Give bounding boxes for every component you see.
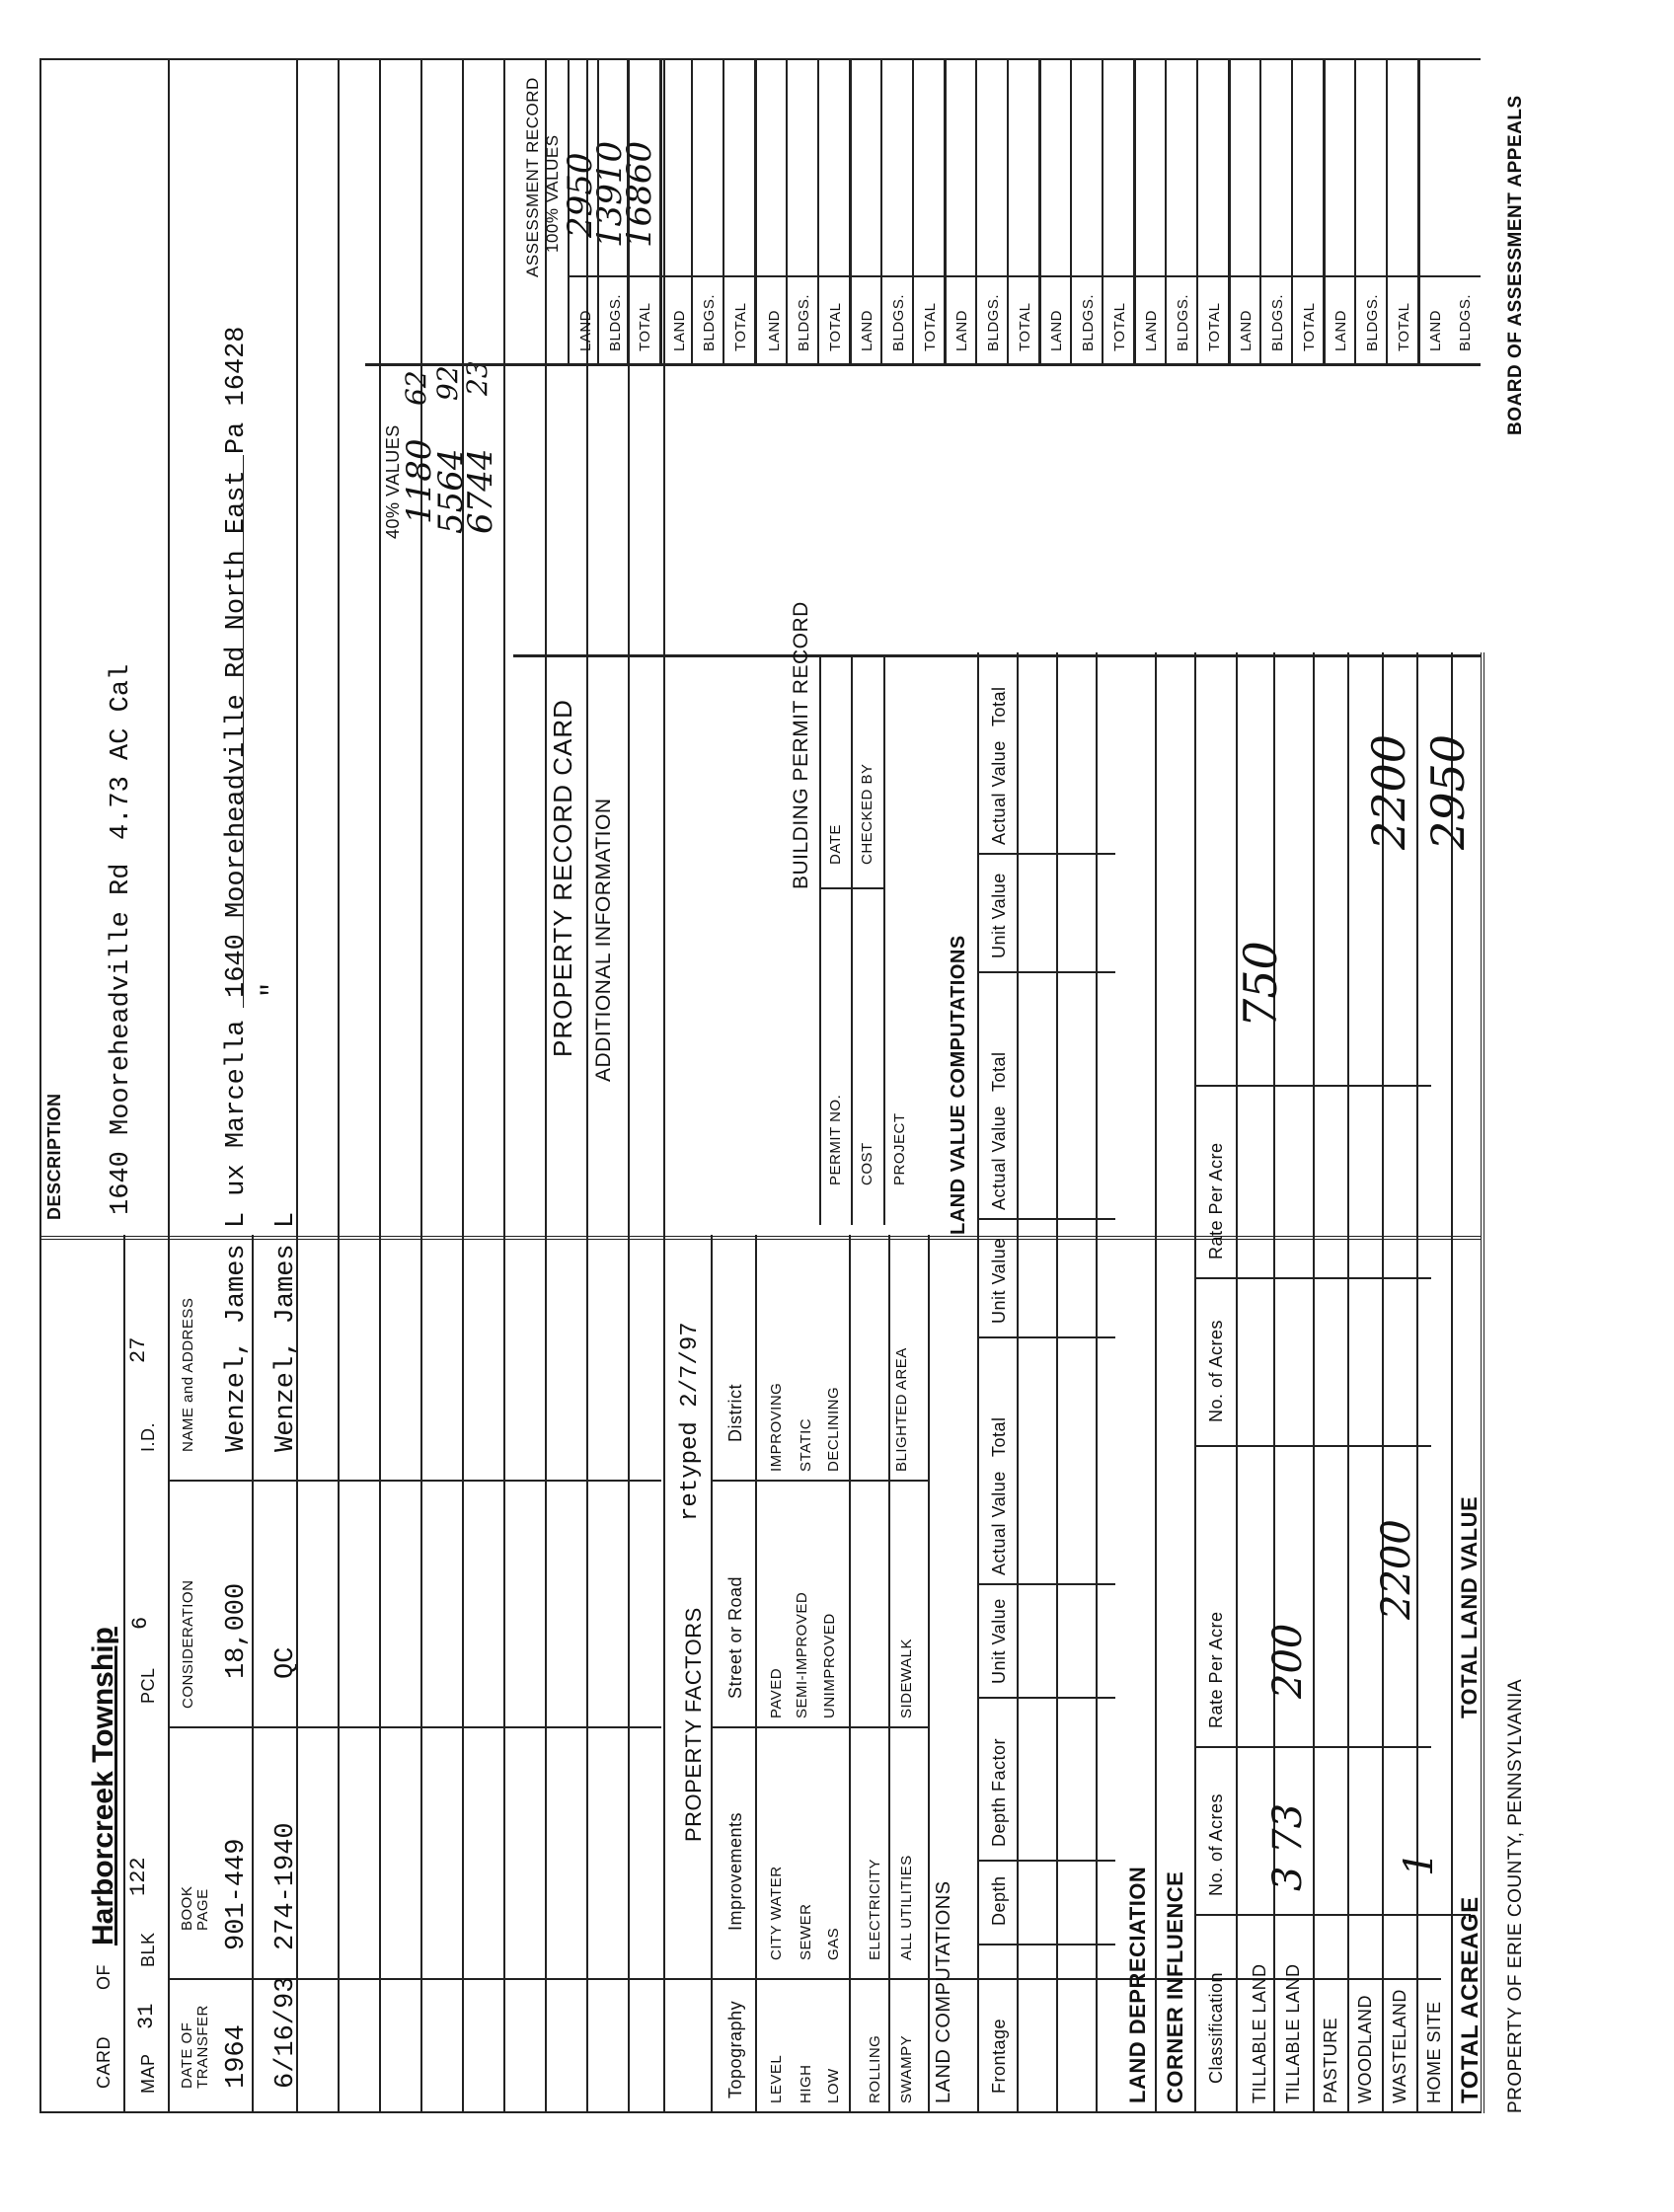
class-woodland: WOODLAND xyxy=(1355,1994,1375,2103)
col-divider xyxy=(977,971,1115,973)
improvement-sewer: SEWER xyxy=(798,1903,814,1960)
col-consideration: CONSIDERATION xyxy=(180,1579,196,1709)
col-district: District xyxy=(725,1384,745,1442)
class-tillable: TILLABLE LAND xyxy=(1250,1963,1269,2103)
assessment-bldgs-value: 13910 xyxy=(590,140,630,248)
rule xyxy=(944,60,947,366)
district-improving: IMPROVING xyxy=(768,1382,785,1472)
rule xyxy=(1354,60,1356,366)
class-wasteland: WASTELAND xyxy=(1390,1989,1409,2103)
frame-top xyxy=(39,60,41,2113)
rule xyxy=(1228,60,1231,366)
transfer-book: 901-449 xyxy=(222,1838,252,1950)
rule xyxy=(880,60,882,366)
col-unit-value: Unit Value xyxy=(989,1598,1009,1684)
margin-note: 62 xyxy=(400,370,432,406)
col-name-address: NAME and ADDRESS xyxy=(180,1297,196,1452)
col-topography: Topography xyxy=(725,2000,745,2098)
rule xyxy=(851,657,853,1225)
assessment-land-label: LAND xyxy=(953,309,970,351)
home-site-acres: 1 xyxy=(1397,1851,1442,1876)
street-semi-improved: SEMI-IMPROVED xyxy=(794,1591,810,1718)
transfer-name: Wenzel, James L ux Marcella xyxy=(222,1020,252,1452)
rule xyxy=(659,60,662,366)
rule xyxy=(1017,652,1019,2113)
assessment-land-label: LAND xyxy=(1427,309,1444,351)
assessment-land-label: LAND xyxy=(1332,309,1349,351)
assessment-total-label: TOTAL xyxy=(1396,302,1412,351)
col-book-page: BOOK PAGE xyxy=(179,1885,211,1931)
class-pasture: PASTURE xyxy=(1321,2017,1340,2103)
assessment-land-label: LAND xyxy=(1238,309,1255,351)
rule xyxy=(1165,60,1167,366)
rule xyxy=(628,60,630,2113)
building-permit-record-label: BUILDING PERMIT RECORD xyxy=(790,601,812,889)
property-factors-title: PROPERTY FACTORS xyxy=(681,1607,706,1842)
assessment-land-label: LAND xyxy=(577,309,594,351)
rule xyxy=(1451,652,1453,2113)
tillable-total: 750 xyxy=(1234,941,1287,1028)
section-divider xyxy=(513,654,1481,657)
class-home-site: HOME SITE xyxy=(1424,2001,1444,2103)
footer-board: BOARD OF ASSESSMENT APPEALS xyxy=(1505,95,1526,435)
district-declining: DECLINING xyxy=(825,1386,842,1472)
wasteland-total: 2200 xyxy=(1362,733,1415,850)
rule xyxy=(711,1235,713,2113)
col-divider xyxy=(977,1583,1115,1585)
permit-project-label: PROJECT xyxy=(891,1112,908,1185)
rule xyxy=(928,1235,930,2113)
assessment-total-label: TOTAL xyxy=(827,302,844,351)
col-divider xyxy=(977,1860,1115,1862)
assessment-land-label: LAND xyxy=(671,309,688,351)
topo-rolling: ROLLING xyxy=(867,2034,883,2103)
rule xyxy=(338,60,340,2113)
assessment-subtitle: 100% VALUES xyxy=(543,134,562,253)
rule xyxy=(1417,60,1420,366)
rule xyxy=(1196,60,1198,366)
values-40-title: 40% VALUES xyxy=(383,424,403,539)
rule xyxy=(817,60,819,366)
rule xyxy=(296,60,298,2113)
col-depth: Depth xyxy=(989,1875,1009,1926)
rule xyxy=(691,60,693,366)
transfer-date: 1964 xyxy=(222,2024,252,2089)
rule xyxy=(975,60,977,366)
id-label: I.D. xyxy=(138,1421,158,1452)
assessment-total-label: TOTAL xyxy=(637,302,653,351)
topo-high: HIGH xyxy=(798,2064,814,2103)
blk-label: BLK xyxy=(138,1932,158,1967)
assessment-bldgs-label: BLDGS. xyxy=(796,293,812,351)
transfer-consideration: 18,000 xyxy=(222,1582,252,1679)
assessment-total-label: TOTAL xyxy=(1206,302,1223,351)
rule xyxy=(754,60,757,366)
improvement-electricity: ELECTRICITY xyxy=(867,1858,883,1960)
rule xyxy=(1323,60,1326,366)
rule xyxy=(883,657,885,1225)
assessment-bldgs-label: BLDGS. xyxy=(890,293,907,351)
of-label: OF xyxy=(94,1964,114,1990)
rule xyxy=(888,1235,890,2113)
col-divider xyxy=(977,1336,1115,1338)
improvement-gas: GAS xyxy=(825,1927,842,1960)
col-depth-factor: Depth Factor xyxy=(989,1737,1009,1847)
rule xyxy=(503,60,505,2113)
value-40-land: 1180 xyxy=(400,438,439,524)
description-divider xyxy=(39,1236,1481,1240)
topo-low: LOW xyxy=(825,2068,842,2103)
transfer-book: 274-1940 xyxy=(271,1822,301,1950)
rule xyxy=(1236,652,1238,2113)
total-land-value-label: TOTAL LAND VALUE xyxy=(1457,1495,1482,1718)
street-unimproved: UNIMPROVED xyxy=(821,1613,838,1718)
col-actual-value: Actual Value xyxy=(989,1106,1009,1210)
col-divider xyxy=(819,887,883,889)
card-label: CARD xyxy=(94,2035,114,2089)
rule xyxy=(1259,60,1261,366)
assessment-bldgs-label: BLDGS. xyxy=(1269,293,1286,351)
rule xyxy=(786,60,788,366)
col-date-of-transfer: DATE OF TRANSFER xyxy=(179,2005,211,2089)
section-divider xyxy=(365,363,1481,366)
id-value: 27 xyxy=(126,1336,151,1363)
col-frontage: Frontage xyxy=(989,2018,1009,2094)
col-divider xyxy=(1194,1914,1471,1916)
rule xyxy=(663,60,665,2113)
rule xyxy=(545,60,547,2113)
assessment-total-label: TOTAL xyxy=(922,302,939,351)
rule xyxy=(755,1235,757,2113)
col-divider xyxy=(977,1697,1115,1699)
rule xyxy=(1096,652,1098,2113)
description-address: 1640 Mooreheadville Rd xyxy=(107,863,136,1215)
assessment-bldgs-label: BLDGS. xyxy=(1175,293,1191,351)
assessment-land-label: LAND xyxy=(1048,309,1065,351)
permit-date-label: DATE xyxy=(827,824,844,865)
rule xyxy=(586,60,588,2113)
rule xyxy=(1133,60,1136,366)
rule xyxy=(1386,60,1388,366)
col-no-of-acres-2: No. of Acres xyxy=(1206,1319,1226,1422)
transfer-name: Wenzel, James L xyxy=(271,1211,301,1452)
retyped-note: retyped 2/7/97 xyxy=(677,1322,704,1521)
assessment-bldgs-label: BLDGS. xyxy=(607,293,624,351)
assessment-bldgs-label: BLDGS. xyxy=(1457,293,1474,351)
rule xyxy=(1038,60,1041,366)
tillable-acres: 3 73 xyxy=(1265,1802,1311,1891)
property-record-card-title: PROPERTY RECORD CARD xyxy=(548,699,577,1057)
pcl-value: 6 xyxy=(128,1616,153,1630)
street-sidewalk: SIDEWALK xyxy=(898,1639,915,1718)
map-value: 31 xyxy=(134,2003,159,2029)
rule xyxy=(819,657,821,1225)
strike-through xyxy=(243,455,244,1008)
transfer-address: " xyxy=(259,981,288,998)
home-site-rate: 2200 xyxy=(1374,1519,1419,1620)
topo-swampy: SWAMPY xyxy=(898,2034,915,2103)
rule xyxy=(420,60,422,2113)
col-divider xyxy=(977,1218,1115,1220)
col-classification: Classification xyxy=(1206,1971,1226,2084)
district-blighted-area: BLIGHTED AREA xyxy=(893,1347,910,1472)
rule xyxy=(379,60,381,2113)
assessment-bldgs-label: BLDGS. xyxy=(985,293,1002,351)
col-rate-per-acre-2: Rate Per Acre xyxy=(1206,1142,1226,1259)
rule xyxy=(123,1235,125,2113)
total-land-value-amount: 2950 xyxy=(1421,733,1475,850)
frame-right xyxy=(39,58,1481,60)
pcl-label: PCL xyxy=(138,1667,158,1704)
assessment-total-value: 16860 xyxy=(620,140,659,248)
rule xyxy=(1382,652,1384,2113)
footer-county: PROPERTY OF ERIE COUNTY, PENNSYLVANIA xyxy=(1505,1678,1526,2113)
rule xyxy=(1347,652,1349,2113)
rule xyxy=(1273,652,1275,2113)
assessment-record-title: ASSESSMENT RECORD xyxy=(523,77,542,277)
land-computations-title: LAND COMPUTATIONS xyxy=(933,1880,954,2103)
land-depreciation-label: LAND DEPRECIATION xyxy=(1125,1866,1150,2103)
assessment-bldgs-label: BLDGS. xyxy=(701,293,718,351)
description-label: DESCRIPTION xyxy=(44,1093,64,1220)
street-paved: PAVED xyxy=(768,1667,785,1718)
frame-left xyxy=(39,2111,1481,2113)
improvement-city-water: CITY WATER xyxy=(768,1866,785,1960)
col-unit-value: Unit Value xyxy=(989,1238,1009,1324)
permit-no-label: PERMIT NO. xyxy=(827,1094,844,1185)
assessment-land-value: 2950 xyxy=(561,152,600,238)
land-value-computations-title: LAND VALUE COMPUTATIONS xyxy=(948,935,969,1235)
rule xyxy=(977,652,979,2113)
value-40-bldgs: 5564 xyxy=(431,448,471,534)
value-40-total: 6744 xyxy=(461,448,500,534)
col-divider xyxy=(711,1480,928,1482)
col-total: Total xyxy=(989,686,1009,726)
col-divider xyxy=(977,853,1115,855)
district-static: STATIC xyxy=(798,1417,814,1472)
col-total: Total xyxy=(989,1416,1009,1457)
assessment-land-label: LAND xyxy=(1143,309,1160,351)
margin-note: 23 xyxy=(461,360,494,396)
additional-information-label: ADDITIONAL INFORMATION xyxy=(592,798,615,1082)
assessment-total-label: TOTAL xyxy=(1017,302,1033,351)
col-no-of-acres: No. of Acres xyxy=(1206,1792,1226,1896)
map-label: MAP xyxy=(138,2053,158,2094)
description-acreage: 4.73 AC Cal xyxy=(107,663,136,840)
class-tillable-2: TILLABLE LAND xyxy=(1283,1963,1303,2103)
transfer-consideration: QC xyxy=(271,1646,301,1679)
improvement-all-utilities: ALL UTILITIES xyxy=(898,1855,915,1960)
township-name: Harborcreek Township xyxy=(87,1627,119,1945)
topo-level: LEVEL xyxy=(768,2054,785,2103)
col-improvements: Improvements xyxy=(725,1811,745,1931)
rule xyxy=(849,1235,851,2113)
rule xyxy=(168,60,170,2113)
rule xyxy=(1481,652,1484,2113)
rule xyxy=(627,60,629,366)
col-street: Street or Road xyxy=(725,1575,745,1699)
col-divider xyxy=(977,1944,1115,1945)
rule xyxy=(849,60,852,366)
transfer-address: 1640 Mooreheadville Rd North East Pa 16428 xyxy=(222,326,252,998)
rule xyxy=(912,60,914,366)
rule xyxy=(1102,60,1103,366)
rule xyxy=(1155,652,1157,2113)
assessment-bldgs-label: BLDGS. xyxy=(1080,293,1097,351)
permit-cost-label: COST xyxy=(859,1142,875,1185)
rule xyxy=(252,1235,254,2113)
rule xyxy=(1313,652,1315,2113)
assessment-bldgs-label: BLDGS. xyxy=(1364,293,1381,351)
total-acreage-label: TOTAL ACREAGE xyxy=(1457,1896,1484,2103)
col-unit-value: Unit Value xyxy=(989,873,1009,958)
assessment-total-label: TOTAL xyxy=(1301,302,1318,351)
col-divider xyxy=(568,275,1481,277)
margin-note: 92 xyxy=(431,365,464,401)
transfer-date: 6/16/93 xyxy=(271,1976,301,2089)
rule xyxy=(1194,652,1196,2113)
blk-value: 122 xyxy=(126,1857,151,1896)
rule xyxy=(1416,652,1418,2113)
assessment-total-label: TOTAL xyxy=(732,302,749,351)
permit-checked-by-label: CHECKED BY xyxy=(859,763,875,865)
rule xyxy=(1070,60,1072,366)
rule xyxy=(597,60,599,366)
tillable-rate: 200 xyxy=(1265,1623,1311,1699)
assessment-land-label: LAND xyxy=(859,309,875,351)
rule xyxy=(1291,60,1293,366)
col-divider xyxy=(711,1726,928,1728)
rule xyxy=(1056,652,1058,2113)
corner-influence-label: CORNER INFLUENCE xyxy=(1163,1870,1187,2103)
col-total: Total xyxy=(989,1051,1009,1092)
assessment-land-label: LAND xyxy=(766,309,783,351)
rule xyxy=(723,60,724,366)
col-rate-per-acre: Rate Per Acre xyxy=(1206,1611,1226,1728)
assessment-total-label: TOTAL xyxy=(1111,302,1128,351)
col-actual-value: Actual Value xyxy=(989,1471,1009,1575)
col-actual-value: Actual Value xyxy=(989,740,1009,845)
rule xyxy=(1007,60,1009,366)
